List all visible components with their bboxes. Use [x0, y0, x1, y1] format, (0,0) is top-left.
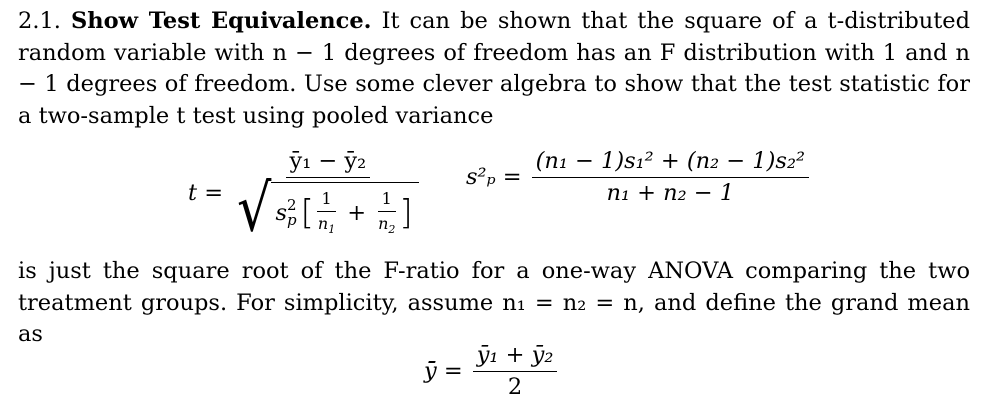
- problem-intro: [18, 6, 970, 132]
- sqrt-denominator: √ s 2 p [ $\frac{1}{n_1}$ + $\frac{1}{n_2}$ ]: [237, 182, 419, 236]
- problem-intro-text: It can be shown that the square of a t-distributed random variable with n − 1 degrees of freedom has an F distribution with 1 and n − 1 degrees of freedom. Use some clever algebra to show that the test statistic for a two-sample t test using pooled variance: [18, 8, 971, 129]
- pooled-variance-equation: [466, 150, 809, 204]
- problem-title: Show Test Equivalence.: [71, 8, 372, 34]
- grand-mean-equation: [424, 344, 557, 398]
- grand-numerator: ȳ₁ + ȳ₂: [473, 344, 558, 372]
- problem-number: 2.1.: [18, 8, 61, 34]
- sp2-lhs: s²ₚ =: [466, 163, 522, 190]
- grand-denominator: 2: [507, 373, 523, 400]
- sp2-numerator: (n₁ − 1)s₁² + (n₂ − 1)s₂²: [532, 150, 809, 178]
- t-lhs: t =: [188, 179, 224, 206]
- problem-continuation: is just the square root of the F-ratio for a one-way ANOVA comparing the two treatment groups. For simplicity, assume n₁ = n₂ = n, and define the grand mean as: [18, 258, 970, 347]
- t-statistic-equation: [188, 148, 423, 246]
- sp2-denominator: n₁ + n₂ − 1: [606, 179, 735, 206]
- t-numerator: ȳ₁ − ȳ₂: [286, 150, 371, 178]
- grand-lhs: ȳ̄ =: [424, 357, 463, 384]
